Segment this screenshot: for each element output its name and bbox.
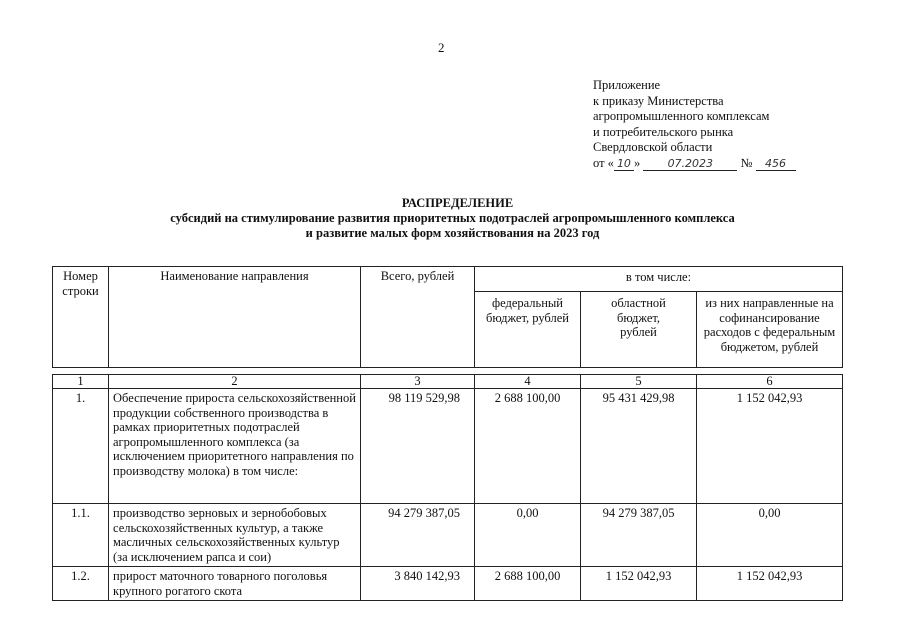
row-total: 98 119 529,98 (361, 389, 475, 504)
appendix-line: и потребительского рынка (593, 124, 734, 139)
title-line: субсидий на стимулирование развития приоритетных подотраслей агропромышленного комплекса (170, 211, 735, 225)
number-label: № (740, 155, 753, 170)
row-number: 1.1. (53, 504, 109, 567)
row-name: Обеспечение прироста сельскохозяйственной продукции собственного производства в рамках приоритетных подотраслей агропромышленного комплекса (за исключением приоритетного направления по производству молока) в том числе: (109, 389, 361, 504)
header-federal: федеральный бюджет, рублей (475, 292, 581, 368)
title-heading: РАСПРЕДЕЛЕНИЕ (401, 196, 514, 210)
row-regional: 1 152 042,93 (581, 567, 697, 601)
order-day (614, 156, 634, 171)
row-number: 1.2. (53, 567, 109, 601)
column-number: 5 (581, 375, 697, 389)
row-cofinancing: 1 152 042,93 (697, 567, 843, 601)
header-total: Всего, рублей (361, 267, 475, 368)
title-line: и развитие малых форм хозяйствования на 2023 год (305, 226, 600, 240)
document-title (0, 196, 905, 241)
appendix-line: агропромышленного комплексам (593, 109, 770, 123)
column-number: 3 (361, 375, 475, 389)
appendix-line: Свердловской области (593, 140, 713, 154)
order-date (643, 156, 737, 171)
table-row (53, 389, 843, 504)
table-row (53, 504, 843, 567)
order-date-value: 07.2023 (667, 157, 714, 170)
header-including: в том числе: (475, 267, 843, 292)
row-name: прирост маточного товарного поголовья крупного рогатого скота (109, 567, 361, 601)
row-total: 94 279 387,05 (361, 504, 475, 567)
row-cofinancing: 0,00 (697, 504, 843, 567)
row-total: 3 840 142,93 (361, 567, 475, 601)
column-number: 2 (109, 375, 361, 389)
appendix-block (593, 78, 796, 171)
distribution-table (52, 266, 843, 601)
order-day-value: 10 (616, 157, 631, 170)
header-regional: областной бюджет, рублей (581, 292, 697, 368)
close-quote: » (633, 155, 641, 170)
order-number-value: 456 (765, 157, 786, 170)
header-row (53, 267, 843, 292)
row-federal: 0,00 (475, 504, 581, 567)
order-date-line (593, 156, 796, 172)
appendix-line: Приложение (593, 78, 661, 92)
appendix-line: к приказу Министерства (593, 93, 724, 108)
column-number: 1 (53, 375, 109, 389)
row-regional: 95 431 429,98 (581, 389, 697, 504)
order-number (756, 156, 796, 171)
column-numbers-row (53, 375, 843, 389)
row-number: 1. (53, 389, 109, 504)
row-federal: 2 688 100,00 (475, 567, 581, 601)
from-label: от « (593, 155, 614, 170)
column-number: 4 (475, 375, 581, 389)
column-number: 6 (697, 375, 843, 389)
row-regional: 94 279 387,05 (581, 504, 697, 567)
header-gap (53, 368, 843, 375)
header-row-number: Номер строки (53, 267, 109, 368)
header-cofinancing: из них направленные на софинансирование расходов с федеральным бюджетом, рублей (697, 292, 843, 368)
header-name: Наименование направления (109, 267, 361, 368)
page-number: 2 (438, 40, 445, 55)
table-row (53, 567, 843, 601)
row-federal: 2 688 100,00 (475, 389, 581, 504)
row-cofinancing: 1 152 042,93 (697, 389, 843, 504)
row-name: производство зерновых и зернобобовых сельскохозяйственных культур, а также масличных сельскохозяйственных культур (за исключением рапса и сои) (109, 504, 361, 567)
